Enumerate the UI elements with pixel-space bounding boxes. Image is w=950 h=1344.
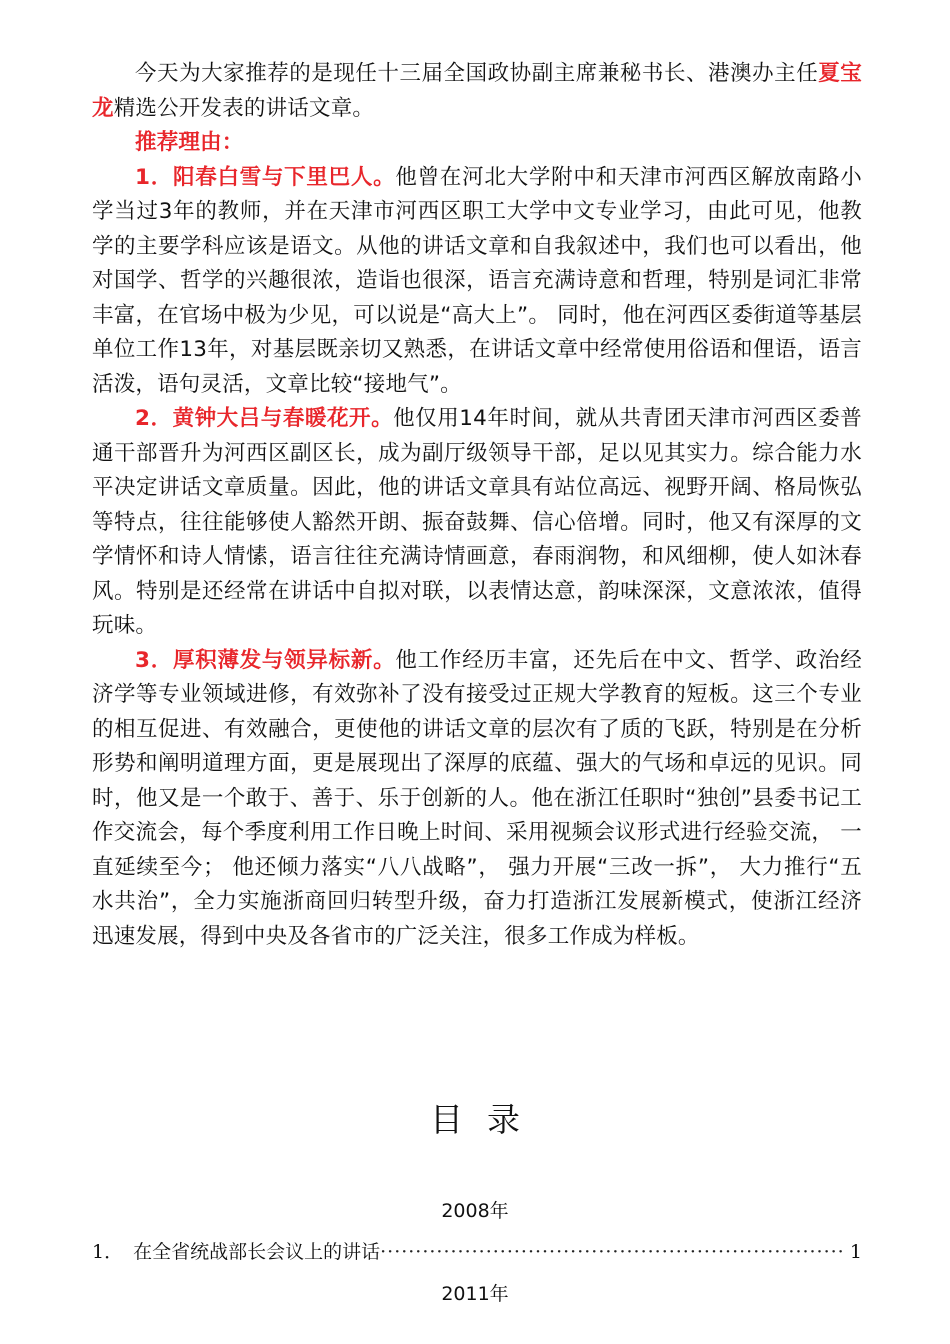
toc-entry-page: 1 — [849, 1241, 862, 1263]
reason-paragraph-1 — [92, 161, 862, 403]
toc-entry-1[interactable] — [92, 1237, 862, 1264]
reason-body-2: 他仅用14年时间，就从共青团天津市河西区委普通干部晋升为河西区副区长，成为副厅级领导干部，足以见其实力。综合能力水平决定讲话文章质量。因此，他的讲话文章具有站位高远、视野开阔、格局恢弘等特点，往往能够使人豁然开朗、振奋鼓舞、信心倍增。同时，他又有深厚的文学情怀和诗人情愫，语言往往充满诗情画意，春雨润物，和风细柳，使人如沐春风。特别是还经常在讲话中自拟对联，以表情达意，韵味深深，文意浓浓，值得玩味。 — [92, 406, 862, 638]
intro-text-after: 精选公开发表的讲话文章。 — [113, 95, 375, 121]
toc-entry-title: 在全省统战部长会议上的讲话 — [133, 1241, 381, 1263]
toc-year-2011: 2011年 — [441, 1283, 509, 1305]
toc-entry-number: 1． — [92, 1241, 124, 1263]
reason-title-3: 3．厚积薄发与领异标新。 — [135, 647, 396, 673]
toc-title: 目录 — [430, 1100, 544, 1139]
toc-leader-dots — [380, 1241, 846, 1263]
reason-body-3: 他工作经历丰富，还先后在中文、哲学、政治经济学等专业领域进修，有效弥补了没有接受过正规大学教育的短板。这三个专业的相互促进、有效融合，更使他的讲话文章的层次有了质的飞跃，特别是在分析形势和阐明道理方面，更是展现出了深厚的底蕴、强大的气场和卓远的见识。同时，他又是一个敢于、善于、乐于创新的人。他在浙江任职时“独创”县委书记工作交流会，每个季度利用工作日晚上时间、采用视频会议形式进行经验交流， 一直延续至今； 他还倾力落实“八八战略”， 强力开展“三改一拆”， 大力推行“五水共治”，全力实施浙商回归转型升级，奋力打造浙江发展新模式，使浙江经济迅速发展，得到中央及各省市的广泛关注，很多工作成为样板。 — [92, 647, 862, 949]
reason-paragraph-3 — [92, 644, 862, 955]
highlighted-name: 夏宝龙 — [92, 61, 862, 121]
reason-title-2: 2．黄钟大吕与春暖花开。 — [135, 406, 394, 431]
reason-body-1: 他曾在河北大学附中和天津市河西区解放南路小学当过3年的教师，并在天津市河西区职工大学中文专业学习，由此可见，他教学的主要学科应该是语文。从他的讲话文章和自我叙述中，我们也可以看出，他对国学、哲学的兴趣很浓，造诣也很深，语言充满诗意和哲理，特别是词汇非常丰富，在官场中极为少见，可以说是“高大上”。 同时，他在河西区委街道等基层单位工作13年，对基层既亲切又熟悉，在讲话文章中经常使用俗语和俚语，语言活泼，语句灵活，文章比较“接地气”。 — [92, 164, 862, 397]
intro-paragraph — [92, 57, 862, 126]
toc-year-2008: 2008年 — [441, 1200, 509, 1222]
recommendation-text — [92, 57, 862, 954]
reason-paragraph-2 — [92, 402, 862, 644]
reason-heading: 推荐理由： — [135, 130, 244, 155]
intro-text-before: 今天为大家推荐的是现任十三届全国政协副主席兼秘书长、港澳办主任 — [135, 61, 819, 86]
reason-title-1: 1．阳春白雪与下里巴人。 — [135, 164, 396, 190]
